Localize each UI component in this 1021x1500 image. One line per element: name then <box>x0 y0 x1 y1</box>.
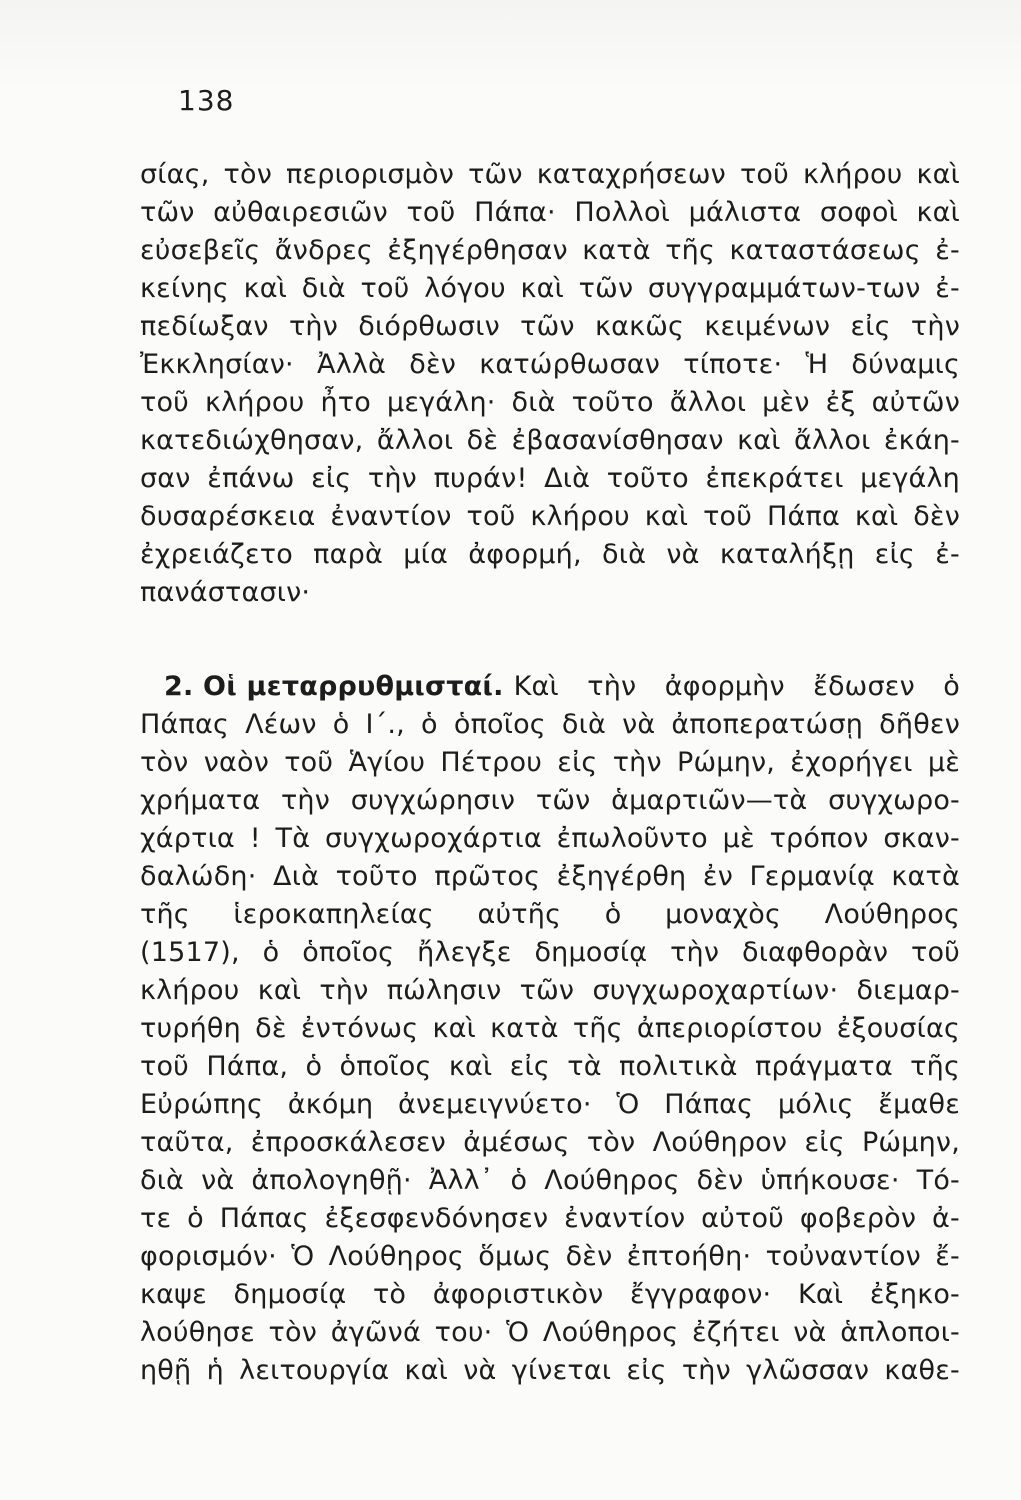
section-2 <box>140 668 960 1390</box>
text-line: λούθησε τὸν ἀγῶνά του· Ὁ Λούθηρος ἐζήτει νὰ ἁπλοποι- <box>140 1317 960 1348</box>
text-line: Καὶ τὴν ἀφορμὴν ἔδωσεν ὁ <box>513 671 960 702</box>
text-line: τῶν αὐθαιρεσιῶν τοῦ Πάπα· Πολλοὶ μάλιστα σοφοὶ καὶ <box>140 197 960 228</box>
text-line: τυρήθη δὲ ἐντόνως καὶ κατὰ τῆς ἀπεριορίστου ἐξουσίας <box>140 1013 960 1044</box>
section-heading-line <box>140 668 960 706</box>
page-number: 138 <box>178 84 235 117</box>
text-line: φορισμόν· Ὁ Λούθηρος ὅμως δὲν ἐπτοήθη· τοὐναντίον ἔ- <box>140 1241 960 1272</box>
text-line: τοῦ Πάπα, ὁ ὁποῖος καὶ εἰς τὰ πολιτικὰ πράγματα τῆς <box>140 1051 960 1082</box>
text-line: διὰ νὰ ἀπολογηθῇ· Ἀλλ᾽ ὁ Λούθηρος δὲν ὑπήκουσε· Τό- <box>140 1165 960 1196</box>
text-line: κατεδιώχθησαν, ἄλλοι δὲ ἐβασανίσθησαν καὶ ἄλλοι ἐκάη- <box>140 425 960 456</box>
text-line: κείνης καὶ διὰ τοῦ λόγου καὶ τῶν συγγραμμάτων-των ἐ- <box>140 273 960 304</box>
text-line: σαν ἐπάνω εἰς τὴν πυράν! Διὰ τοῦτο ἐπεκράτει μεγάλη <box>140 463 960 494</box>
text-line: πεδίωξαν τὴν διόρθωσιν τῶν κακῶς κειμένων εἰς τὴν <box>140 311 960 342</box>
section-heading: 2. Οἱ μεταρρυθμισταί. <box>164 671 504 702</box>
text-line: σίας, τὸν περιορισμὸν τῶν καταχρήσεων τοῦ κλήρου καὶ <box>140 159 960 190</box>
text-line: ταῦτα, ἐπροσκάλεσεν ἀμέσως τὸν Λούθηρον εἰς Ρώμην, <box>140 1127 960 1158</box>
text-line: εὐσεβεῖς ἄνδρες ἐξηγέρθησαν κατὰ τῆς καταστάσεως ἐ- <box>140 235 960 266</box>
text-line: (1517), ὁ ὁποῖος ἤλεγξε δημοσίᾳ τὴν διαφθορὰν τοῦ <box>140 937 960 968</box>
text-line: δυσαρέσκεια ἐναντίον τοῦ κλήρου καὶ τοῦ Πάπα καὶ δὲν <box>140 501 960 532</box>
text-line: δαλώδη· Διὰ τοῦτο πρῶτος ἐξηγέρθη ἐν Γερμανίᾳ κατὰ <box>140 861 960 892</box>
text-line: ἐχρειάζετο παρὰ μία ἀφορμή, διὰ νὰ καταλήξῃ εἰς ἐ- <box>140 539 960 570</box>
text-line: Ἐκκλησίαν· Ἀλλὰ δὲν κατώρθωσαν τίποτε· Ἡ δύναμις <box>140 349 960 380</box>
text-line: τὸν ναὸν τοῦ Ἁγίου Πέτρου εἰς τὴν Ρώμην, ἐχορήγει μὲ <box>140 747 960 778</box>
text-line: καψε δημοσίᾳ τὸ ἀφοριστικὸν ἔγγραφον· Καὶ ἐξηκο- <box>140 1279 960 1310</box>
text-line: χρήματα τὴν συγχώρησιν τῶν ἁμαρτιῶν—τὰ συγχωρο- <box>140 785 960 816</box>
text-line: τε ὁ Πάπας ἐξεσφενδόνησεν ἐναντίον αὐτοῦ φοβερὸν ἀ- <box>140 1203 960 1234</box>
text-line: ηθῇ ἡ λειτουργία καὶ νὰ γίνεται εἰς τὴν γλῶσσαν καθε- <box>140 1355 960 1386</box>
text-line: χάρτια ! Τὰ συγχωροχάρτια ἐπωλοῦντο μὲ τρόπον σκαν- <box>140 823 960 854</box>
paragraph-1 <box>140 156 960 612</box>
text-line: Εὐρώπης ἀκόμη ἀνεμειγνύετο· Ὁ Πάπας μόλις ἔμαθε <box>140 1089 960 1120</box>
text-line: τῆς ἱεροκαπηλείας αὐτῆς ὁ μοναχὸς Λούθηρος <box>140 899 960 930</box>
text-line: κλήρου καὶ τὴν πώλησιν τῶν συγχωροχαρτίων· διεμαρ- <box>140 975 960 1006</box>
text-line: Πάπας Λέων ὁ Ι΄., ὁ ὁποῖος διὰ νὰ ἀποπερατώσῃ δῆθεν <box>140 709 960 740</box>
text-line: πανάστασιν· <box>140 577 311 608</box>
text-line: τοῦ κλήρου ἦτο μεγάλη· διὰ τοῦτο ἄλλοι μὲν ἐξ αὐτῶν <box>140 387 960 418</box>
